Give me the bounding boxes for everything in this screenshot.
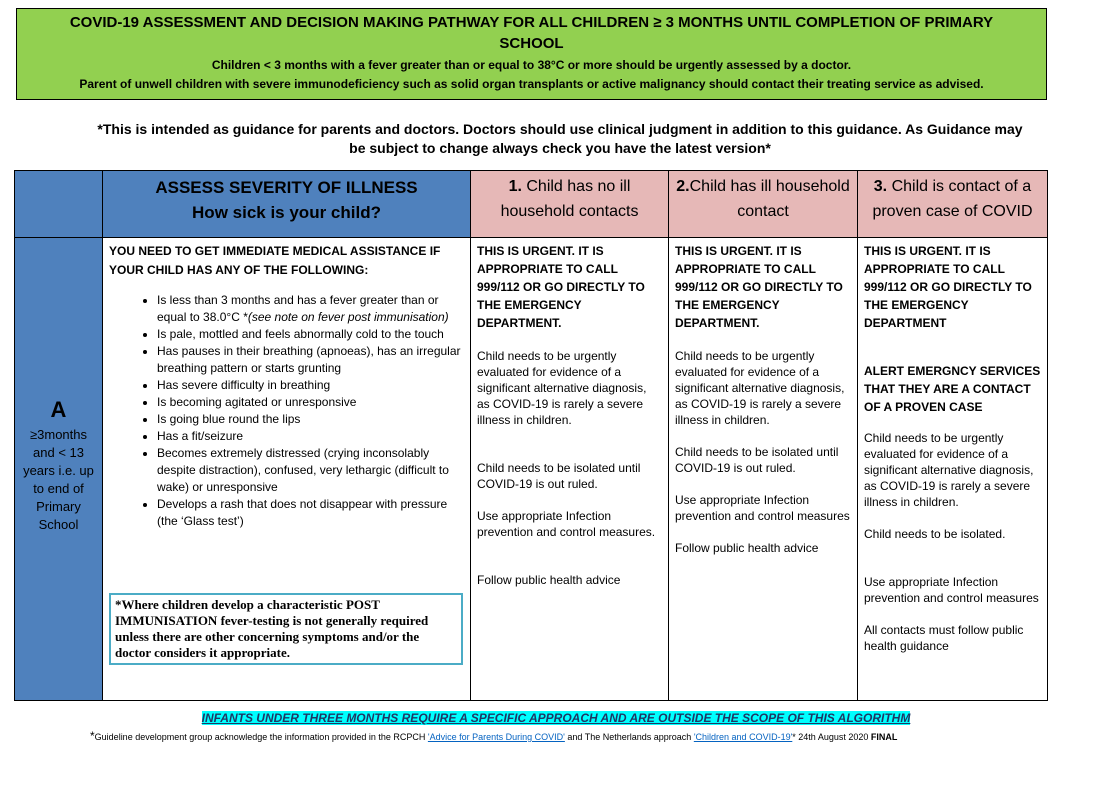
rcpch-advice-link[interactable]: 'Advice for Parents During COVID' [427, 732, 565, 742]
severity-item: • Is less than 3 months and has a fever greater than or equal to 38.0°C *(see note on fever post immunisation) [157, 292, 464, 326]
severity-list [109, 292, 464, 530]
col2-evaluate: Child needs to be urgently evaluated for evidence of a significant alternative diagnosis, as COVID-19 is rarely a severe illness in children. [675, 349, 845, 427]
age-group-label: A [50, 397, 67, 422]
ack-mid: and The Netherlands approach [564, 732, 694, 742]
ack-star: * [90, 729, 95, 743]
pathway-table [14, 170, 1048, 701]
severity-item: • Becomes extremely distressed (crying inconsolably despite distraction), confused, very lethargic (difficult to wake) or unresponsive [157, 445, 464, 496]
ack-post: * 24th August 2020 [792, 732, 871, 742]
col3-urgent: THIS IS URGENT. IT IS APPROPRIATE TO CALL 999/112 OR GO DIRECTLY TO THE EMERGENCY DEPARTMENT [864, 244, 1032, 330]
severity-item: • Develops a rash that does not disappear with pressure (the ‘Glass test’) [157, 496, 464, 530]
severity-item: • Is pale, mottled and feels abnormally cold to the touch [157, 326, 464, 343]
col3-title: Child is contact of a proven case of COVID [872, 178, 1033, 220]
severity-item: • Has severe difficulty in breathing [157, 377, 464, 394]
immunodeficiency-note: Parent of unwell children with severe immunodeficiency such as solid organ transplants or active malignancy should contact their treating service as advised. [79, 77, 984, 91]
col2-infection-control: Use appropriate Infection prevention and control measures [675, 493, 850, 523]
final-label: FINAL [870, 732, 898, 742]
severity-item: • Is going blue round the lips [157, 411, 464, 428]
col2-title: Child has ill household contact [689, 178, 850, 220]
col3-header [858, 171, 1048, 238]
col1-evaluate: Child needs to be urgently evaluated for evidence of a significant alternative diagnosis, as COVID-19 is rarely a severe illness in children. [477, 349, 647, 427]
col2-isolate: Child needs to be isolated until COVID-19 is out ruled. [675, 445, 839, 475]
age-group-range: ≥3months and < 13 years i.e. up to end of Primary School [23, 427, 94, 532]
assess-question: How sick is your child? [192, 203, 381, 222]
col1-isolate: Child needs to be isolated until COVID-19 is out ruled. [477, 461, 641, 491]
col3-number: 3. [873, 178, 888, 195]
col1-body [471, 238, 669, 701]
col1-urgent: THIS IS URGENT. IT IS APPROPRIATE TO CALL 999/112 OR GO DIRECTLY TO THE EMERGENCY DEPARTMENT. [477, 244, 645, 330]
assess-title: ASSESS SEVERITY OF ILLNESS [155, 178, 418, 197]
infants-scope-note [0, 709, 1112, 727]
pathway-title: COVID-19 ASSESSMENT AND DECISION MAKING PATHWAY FOR ALL CHILDREN ≥ 3 MONTHS UNTIL COMPLETION OF PRIMARY SCHOOL [69, 14, 994, 52]
col2-number: 2. [676, 178, 690, 195]
severity-cell [103, 238, 471, 701]
col2-urgent: THIS IS URGENT. IT IS APPROPRIATE TO CALL 999/112 OR GO DIRECTLY TO THE EMERGENCY DEPARTMENT. [675, 244, 843, 330]
col3-infection-control: Use appropriate Infection prevention and control measures [864, 575, 1039, 605]
col3-isolate: Child needs to be isolated. [864, 527, 1006, 541]
severity-item: • Is becoming agitated or unresponsive [157, 394, 464, 411]
infants-scope-text: INFANTS UNDER THREE MONTHS REQUIRE A SPECIFIC APPROACH AND ARE OUTSIDE THE SCOPE OF THIS ALGORITHM [201, 711, 911, 725]
col2-public-health: Follow public health advice [675, 541, 819, 555]
col1-infection-control: Use appropriate Infection prevention and control measures. [477, 509, 656, 539]
col2-header [669, 171, 858, 238]
age-group-cell [15, 238, 103, 701]
severity-item: • Has pauses in their breathing (apnoeas), has an irregular breathing pattern or starts grunting [157, 343, 464, 377]
guidance-disclaimer: *This is intended as guidance for parents and doctors. Doctors should use clinical judgment in addition to this guidance. As Guidance may be subject to change always check you have the latest version* [97, 121, 1023, 156]
col1-number: 1. [508, 178, 522, 195]
col3-alert-services: ALERT EMERGNCY SERVICES THAT THEY ARE A CONTACT OF A PROVEN CASE [864, 364, 1041, 414]
assess-severity-header [103, 171, 471, 238]
severity-item: • Has a fit/seizure [157, 428, 464, 445]
children-covid-link[interactable]: 'Children and COVID-19' [693, 732, 793, 742]
fever-note-ref: (see note on fever post immunisation) [247, 310, 449, 324]
ack-pre: Guideline development group acknowledge the information provided in the RCPCH [94, 732, 428, 742]
header-blank-cell [15, 171, 103, 238]
post-immunisation-note: *Where children develop a characteristic POST IMMUNISATION fever-testing is not generally required unless there are other concerning symptoms and/or the doctor considers it appropriate. [109, 593, 463, 665]
pathway-header [16, 8, 1047, 100]
acknowledgement [90, 729, 897, 743]
col1-public-health: Follow public health advice [477, 573, 621, 587]
col3-public-health: All contacts must follow public health guidance [864, 623, 1024, 653]
col1-title: Child has no ill household contacts [500, 178, 639, 220]
col2-body [669, 238, 858, 701]
infant-fever-note: Children < 3 months with a fever greater than or equal to 38°C or more should be urgently assessed by a doctor. [211, 58, 852, 72]
col3-body [858, 238, 1048, 701]
col3-evaluate: Child needs to be urgently evaluated for evidence of a significant alternative diagnosis, as COVID-19 is rarely a severe illness in children. [864, 431, 1034, 509]
col1-header [471, 171, 669, 238]
severity-lead: YOU NEED TO GET IMMEDIATE MEDICAL ASSISTANCE IF YOUR CHILD HAS ANY OF THE FOLLOWING: [109, 244, 441, 277]
